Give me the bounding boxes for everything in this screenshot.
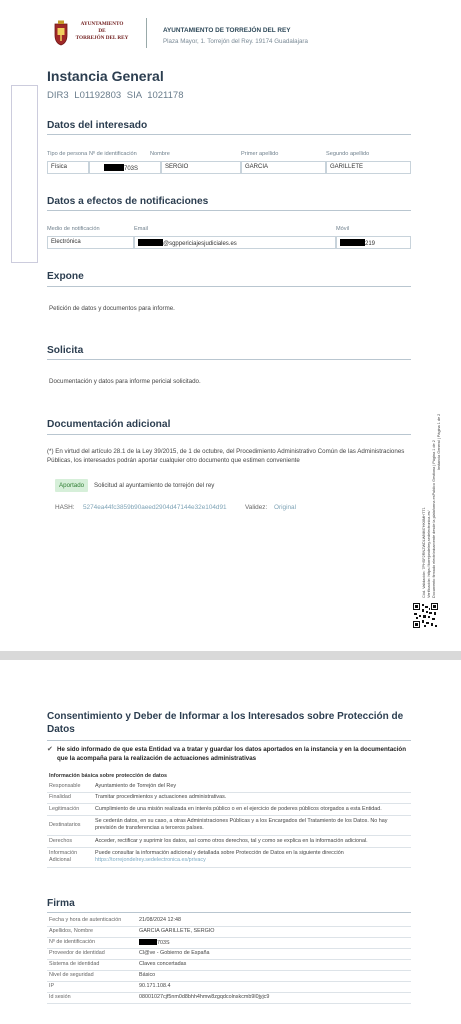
row-value: Puede consultar la información adicional y detallada sobre Protección de Datos en la siguiente dirección https://torrejondelrey.sedelectronica.es/privacy [93,847,411,867]
field-tipo-persona: Física [47,161,89,174]
section-title-proteccion: Consentimiento y Deber de Informar a los Interesados sobre Protección de Datos [47,711,404,735]
row-value: GARCIA GARILLETE, SERGIO [137,926,411,937]
crest-icon [52,20,70,46]
row-value: Cumplimiento de una misión realizada en interés público o en el ejercicio de poderes públicos otorgados a esta Entidad. [93,803,411,815]
table-row [47,926,411,937]
table-row [47,937,411,948]
validation-line: Verificación: https://torrejondelrey.sedelectronica.es/ [427,510,431,598]
section-divider [47,740,411,741]
firma-table [47,915,411,1004]
row-key: Legitimación [47,803,93,815]
redaction-mark [138,239,163,246]
page-2 [0,660,461,1024]
section-divider [47,134,411,135]
table-row [47,847,411,867]
field-primer-apellido: GARCIA [241,161,326,174]
row-key: Sistema de identidad [47,959,137,970]
field-movil: 219 [336,236,411,249]
row-key: Derechos [47,835,93,847]
row-key: Finalidad [47,792,93,803]
row-key: Información Adicional [47,847,93,867]
row-value: Ayuntamiento de Torrejón del Rey [93,781,411,792]
consent-text: He sido informado de que esta Entidad va a tratar y guardar los datos aportados en la instancia y en la documentación que la acompaña para la realización de actuaciones administrativas [57,746,406,762]
privacy-link[interactable]: https://torrejondelrey.sedelectronica.es/privacy [95,857,206,863]
row-key: IP [47,981,137,992]
label-movil: Móvil [336,226,350,232]
header-divider [146,18,147,48]
row-value: 703S [137,937,411,948]
row-value: Cl@ve - Gobierno de España [137,948,411,959]
info-basica-title: Información básica sobre protección de datos [49,773,168,779]
section-title-solicita: Solicita [47,345,84,356]
table-row [47,970,411,981]
table-row [47,992,411,1003]
validation-line: Cód. Validación: 7PHSF2RNZWDLWMM7HK6MHTT1 [422,507,426,598]
page-indicator: Instancia General | Página 1 de 2 [437,413,441,470]
row-key: Id sesión [47,992,137,1003]
row-value: Se cederán datos, en su caso, a otras Administraciones Públicas y a los Encargados del Tratamiento de los Datos. No hay previsión de transferencias a terceros países. [93,815,411,835]
field-nombre: SERGIO [161,161,241,174]
validation-line: Documento firmado electrónicamente desde la plataforma esPublico Gestiona | Página 1 de 2 [432,440,436,598]
table-row [47,815,411,835]
section-divider [47,359,411,360]
row-key: Nº de identificación [47,937,137,948]
status-badge: Aportado [55,479,88,492]
field-email: @sgppericiajesjudiciales.es [134,236,336,249]
expone-text: Petición de datos y documentos para informe. [49,305,175,312]
document-codes: DIR3 L01192803 SIA 1021178 [47,90,184,101]
section-divider [47,286,411,287]
section-title-expone: Expone [47,271,84,282]
qr-code-icon [413,603,438,628]
hash-label: HASH: [55,504,75,511]
label-nombre: Nombre [150,151,170,157]
table-row [47,792,411,803]
section-title-documentacion: Documentación adicional [47,419,171,430]
documentacion-note: (*) En virtud del artículo 28.1 de la Ley 39/2015, de 1 de octubre, del Procedimiento Administrativo Común de las Administraciones Públicas, los interesados podrán aportar cualquier otro documento que estimen conveniente [47,448,405,464]
checkbox-checked-icon: ✔ [47,746,53,753]
ayuntamiento-logo [52,20,132,48]
table-row [47,981,411,992]
section-title-interesado: Datos del interesado [47,120,148,131]
ayuntamiento-name: AYUNTAMIENTO DE TORREJÓN DEL REY [163,27,291,34]
label-tipo-persona: Tipo de persona [47,151,88,157]
field-segundo-apellido: GARILLETE [326,161,411,174]
row-value: 90.171.108.4 [137,981,411,992]
table-row [47,948,411,959]
row-value: Acceder, rectificar y suprimir los datos, así como otros derechos, tal y como se explica en la información adicional. [93,835,411,847]
validez-value: Original [274,504,297,511]
label-email: Email [134,226,148,232]
label-segundo-apellido: Segundo apellido [326,151,370,157]
field-medio-notificacion: Electrónica [47,236,134,249]
redaction-mark [139,939,157,945]
proteccion-table [47,781,411,868]
row-key: Destinatarios [47,815,93,835]
row-value: 21/08/2024 12:48 [137,915,411,926]
table-row [47,803,411,815]
row-value: Básico [137,970,411,981]
label-primer-apellido: Primer apellido [241,151,279,157]
redaction-mark [340,239,365,246]
field-identificacion: 703S [89,161,161,174]
row-key: Responsable [47,781,93,792]
solicita-text: Documentación y datos para informe pericial solicitado. [49,378,201,385]
row-key: Proveedor de identidad [47,948,137,959]
table-row [47,781,411,792]
document-description: Solicitud al ayuntamiento de torrejón del rey [94,482,215,489]
row-key: Nivel de seguridad [47,970,137,981]
validez-label: Validez: [245,504,268,511]
redaction-mark [104,164,124,171]
section-title-notificaciones: Datos a efectos de notificaciones [47,196,209,207]
hash-value: 5274ea44fc3859b90aeed2904d47144e32e104d91 [83,504,227,511]
row-value: 08001027cjf5nm0d8bhh4hmw8zgqdcolnskcmb9l0jyjc9 [137,992,411,1003]
section-divider [47,434,411,435]
section-divider [47,210,411,211]
ayuntamiento-address: Plaza Mayor, 1. Torrejón del Rey. 19174 Guadalajara [163,38,308,45]
label-identificacion: Nº de identificación [89,151,137,157]
section-title-firma: Firma [47,898,75,909]
row-value: Claves concertadas [137,959,411,970]
table-row [47,835,411,847]
label-medio-notificacion: Medio de notificación [47,226,100,232]
table-row [47,915,411,926]
row-key: Apellidos, Nombre [47,926,137,937]
section-divider [47,912,411,913]
row-value: Tramitar procedimientos y actuaciones administrativas. [93,792,411,803]
page-title: Instancia General [47,68,164,84]
margin-box [11,85,38,263]
table-row [47,959,411,970]
logo-text: AYUNTAMIENTO DE TORREJÓN DEL REY [75,21,129,41]
row-key: Fecha y hora de autenticación [47,915,137,926]
